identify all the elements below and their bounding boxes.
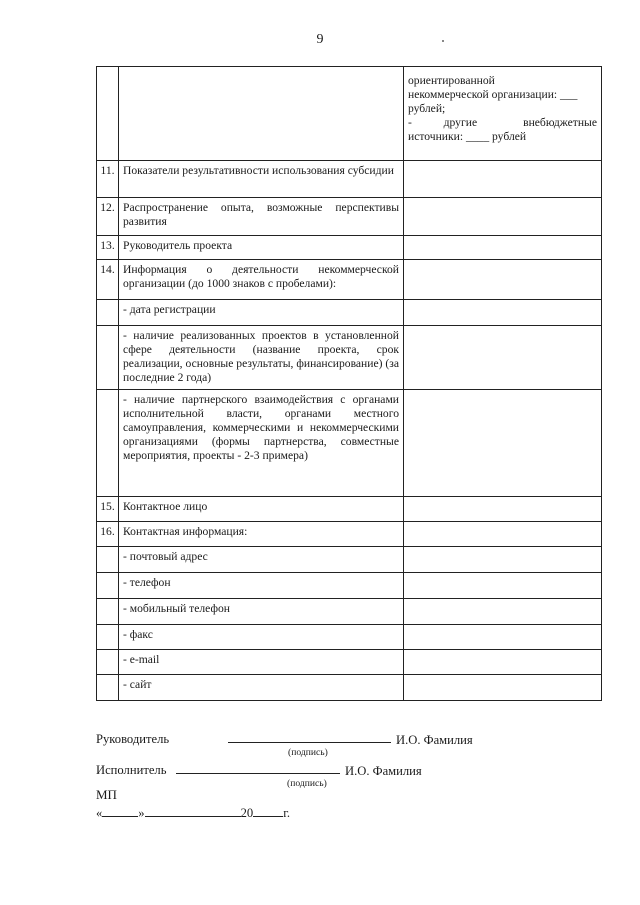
row-value bbox=[404, 67, 602, 161]
row-number: 15. bbox=[97, 497, 119, 522]
row-number: 14. bbox=[97, 260, 119, 300]
row-label: - сайт bbox=[119, 675, 404, 701]
value-line bbox=[408, 116, 597, 130]
row-number bbox=[97, 390, 119, 497]
head-signature-line[interactable] bbox=[228, 732, 391, 747]
table-row bbox=[97, 625, 602, 650]
row-number bbox=[97, 573, 119, 599]
executor-signature-caption: (подпись) bbox=[287, 778, 327, 789]
row-value[interactable] bbox=[404, 650, 602, 675]
table-row bbox=[97, 236, 602, 260]
table-row bbox=[97, 67, 602, 161]
row-label: - телефон bbox=[119, 573, 404, 599]
table-row bbox=[97, 161, 602, 198]
row-label: Контактная информация: bbox=[119, 522, 404, 547]
row-number bbox=[97, 625, 119, 650]
row-value[interactable] bbox=[404, 573, 602, 599]
value-line: источники: ____ рублей bbox=[408, 130, 527, 143]
head-name: И.О. Фамилия bbox=[396, 733, 473, 747]
table-row bbox=[97, 573, 602, 599]
head-signature-caption: (подпись) bbox=[288, 747, 328, 758]
date-suffix: г. bbox=[283, 806, 291, 820]
table-row bbox=[97, 650, 602, 675]
row-value[interactable] bbox=[404, 236, 602, 260]
row-value[interactable] bbox=[404, 497, 602, 522]
page-number: 9 bbox=[316, 32, 324, 47]
date-year-blank[interactable] bbox=[253, 815, 283, 817]
value-line: некоммерческой организации: ___ bbox=[408, 88, 578, 101]
row-label: Руководитель проекта bbox=[119, 236, 404, 260]
row-label: Показатели результативности использования субсидии bbox=[119, 161, 404, 198]
row-number bbox=[97, 599, 119, 625]
row-number bbox=[97, 67, 119, 161]
row-label: - почтовый адрес bbox=[119, 547, 404, 573]
table-row bbox=[97, 300, 602, 326]
date-month-blank[interactable] bbox=[145, 815, 241, 817]
application-form-table bbox=[96, 66, 602, 701]
stamp-place: МП bbox=[96, 787, 117, 802]
row-number: 13. bbox=[97, 236, 119, 260]
row-value[interactable] bbox=[404, 390, 602, 497]
value-line: ориентированной bbox=[408, 74, 495, 87]
row-number bbox=[97, 300, 119, 326]
table-row bbox=[97, 522, 602, 547]
row-label: Распространение опыта, возможные перспективы развития bbox=[119, 198, 404, 236]
row-value[interactable] bbox=[404, 300, 602, 326]
table-row bbox=[97, 599, 602, 625]
row-value[interactable] bbox=[404, 198, 602, 236]
value-line: рублей; bbox=[408, 102, 446, 115]
row-number bbox=[97, 326, 119, 390]
executor-name: И.О. Фамилия bbox=[345, 764, 422, 778]
row-value[interactable] bbox=[404, 522, 602, 547]
row-number bbox=[97, 547, 119, 573]
table-row bbox=[97, 260, 602, 300]
row-number: 12. bbox=[97, 198, 119, 236]
row-number: 11. bbox=[97, 161, 119, 198]
executor-signature-line[interactable] bbox=[176, 763, 340, 778]
table-row bbox=[97, 675, 602, 701]
table-row bbox=[97, 390, 602, 497]
row-number bbox=[97, 650, 119, 675]
row-label: - наличие партнерского взаимодействия с органами исполнительной власти, органами местного самоуправления, коммерческими и некоммерческими организациями (формы партнерства, совместные мероприятия, проекты - 2-3 примера) bbox=[119, 390, 404, 497]
row-value[interactable] bbox=[404, 326, 602, 390]
row-value[interactable] bbox=[404, 547, 602, 573]
table-row bbox=[97, 326, 602, 390]
row-value[interactable] bbox=[404, 675, 602, 701]
date-line[interactable] bbox=[96, 806, 290, 821]
date-day-blank[interactable] bbox=[102, 815, 138, 817]
scan-speck bbox=[442, 40, 444, 42]
row-label: - e-mail bbox=[119, 650, 404, 675]
row-label: - дата регистрации bbox=[119, 300, 404, 326]
executor-label: Исполнитель bbox=[96, 763, 167, 777]
row-number bbox=[97, 675, 119, 701]
value-dash: - bbox=[408, 116, 412, 129]
row-value[interactable] bbox=[404, 625, 602, 650]
row-value[interactable] bbox=[404, 260, 602, 300]
row-number: 16. bbox=[97, 522, 119, 547]
table-row bbox=[97, 497, 602, 522]
value-other-label: другие внебюджетные bbox=[443, 116, 597, 129]
row-label: - мобильный телефон bbox=[119, 599, 404, 625]
head-label: Руководитель bbox=[96, 732, 170, 746]
row-label bbox=[119, 67, 404, 161]
table-row bbox=[97, 547, 602, 573]
row-value[interactable] bbox=[404, 161, 602, 198]
row-label: - наличие реализованных проектов в установленной сфере деятельности (название проекта, срок реализации, основные результаты, финансирование) (за последние 2 года) bbox=[119, 326, 404, 390]
row-label: Контактное лицо bbox=[119, 497, 404, 522]
table-row bbox=[97, 198, 602, 236]
date-year-prefix: 20 bbox=[240, 806, 254, 820]
row-label: Информация о деятельности некоммерческой организации (до 1000 знаков с пробелами): bbox=[119, 260, 404, 300]
row-value[interactable] bbox=[404, 599, 602, 625]
date-open-quote: « bbox=[96, 806, 103, 820]
date-close-quote: » bbox=[138, 806, 145, 820]
row-label: - факс bbox=[119, 625, 404, 650]
